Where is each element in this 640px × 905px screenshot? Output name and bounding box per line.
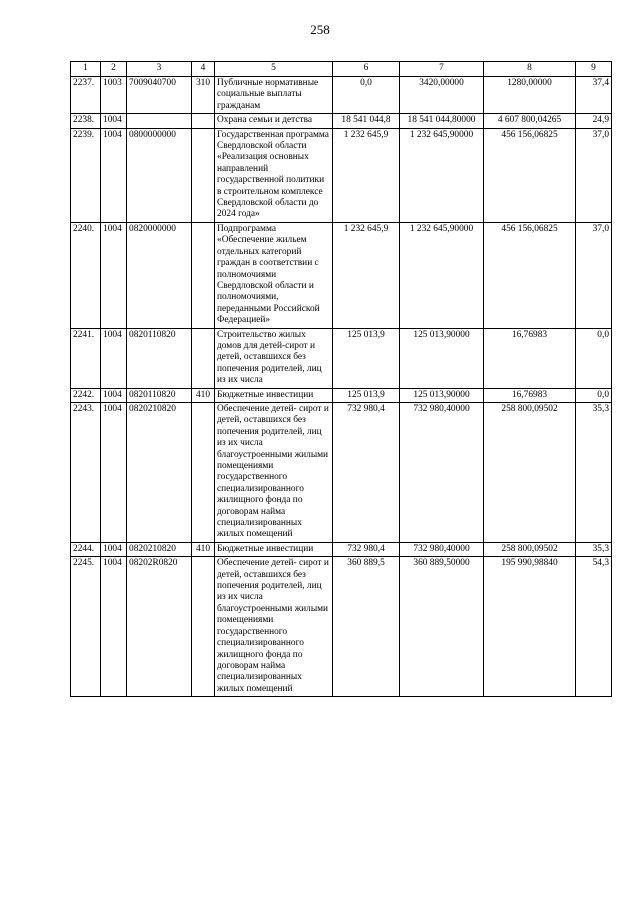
budget-table <box>70 61 612 697</box>
approved-amount: 1 232 645,90000 <box>400 222 484 328</box>
execution-percent: 37,0 <box>576 128 612 222</box>
target-code: 7009040700 <box>127 77 192 114</box>
row-number: 2238. <box>71 114 101 128</box>
executed-amount: 16,76983 <box>484 328 576 388</box>
execution-percent: 35,3 <box>576 402 612 542</box>
type-code: 310 <box>192 77 215 114</box>
target-code: 0820110820 <box>127 328 192 388</box>
section-code: 1004 <box>101 114 127 128</box>
approved-amount: 18 541 044,80000 <box>400 114 484 128</box>
item-name: Обеспечение детей- сирот и детей, оставшихся без попечения родителей, лиц из их числа благоустроенными жилыми помещениями государственного специализированного жилищного фонда по договорам найма специализированных жилых помещений <box>215 402 333 542</box>
page-number: 258 <box>310 22 330 37</box>
target-code: 0820110820 <box>127 388 192 402</box>
type-code: 410 <box>192 388 215 402</box>
approved-amount: 1 232 645,90000 <box>400 128 484 222</box>
column-header: 6 <box>333 62 400 77</box>
column-header: 9 <box>576 62 612 77</box>
section-code: 1004 <box>101 222 127 328</box>
target-code: 08202R0820 <box>127 557 192 697</box>
planned-amount: 732 980,4 <box>333 542 400 556</box>
approved-amount: 3420,00000 <box>400 77 484 114</box>
column-header: 4 <box>192 62 215 77</box>
table-row <box>71 114 612 128</box>
approved-amount: 360 889,50000 <box>400 557 484 697</box>
approved-amount: 732 980,40000 <box>400 542 484 556</box>
row-number: 2240. <box>71 222 101 328</box>
executed-amount: 456 156,06825 <box>484 222 576 328</box>
target-code: 0820000000 <box>127 222 192 328</box>
column-header: 5 <box>215 62 333 77</box>
type-code <box>192 114 215 128</box>
planned-amount: 18 541 044,8 <box>333 114 400 128</box>
planned-amount: 125 013,9 <box>333 328 400 388</box>
executed-amount: 16,76983 <box>484 388 576 402</box>
executed-amount: 4 607 800,04265 <box>484 114 576 128</box>
approved-amount: 125 013,90000 <box>400 388 484 402</box>
item-name: Бюджетные инвестиции <box>215 388 333 402</box>
execution-percent: 37,4 <box>576 77 612 114</box>
executed-amount: 456 156,06825 <box>484 128 576 222</box>
row-number: 2237. <box>71 77 101 114</box>
table-row <box>71 77 612 114</box>
item-name: Обеспечение детей- сирот и детей, оставшихся без попечения родителей, лиц из их числа благоустроенными жилыми помещениями государственного специализированного жилищного фонда по договорам найма специализированных жилых помещений <box>215 557 333 697</box>
planned-amount: 1 232 645,9 <box>333 128 400 222</box>
section-code: 1004 <box>101 388 127 402</box>
executed-amount: 1280,00000 <box>484 77 576 114</box>
planned-amount: 0,0 <box>333 77 400 114</box>
execution-percent: 0,0 <box>576 328 612 388</box>
type-code <box>192 557 215 697</box>
approved-amount: 125 013,90000 <box>400 328 484 388</box>
execution-percent: 0,0 <box>576 388 612 402</box>
column-header: 3 <box>127 62 192 77</box>
section-code: 1003 <box>101 77 127 114</box>
table-row <box>71 128 612 222</box>
type-code <box>192 128 215 222</box>
execution-percent: 35,3 <box>576 542 612 556</box>
table-row <box>71 328 612 388</box>
item-name: Охрана семьи и детства <box>215 114 333 128</box>
item-name: Бюджетные инвестиции <box>215 542 333 556</box>
table-header-row <box>71 62 612 77</box>
executed-amount: 195 990,98840 <box>484 557 576 697</box>
type-code <box>192 222 215 328</box>
item-name: Публичные нормативные социальные выплаты гражданам <box>215 77 333 114</box>
execution-percent: 37,0 <box>576 222 612 328</box>
target-code: 0820210820 <box>127 542 192 556</box>
planned-amount: 360 889,5 <box>333 557 400 697</box>
section-code: 1004 <box>101 128 127 222</box>
section-code: 1004 <box>101 557 127 697</box>
section-code: 1004 <box>101 542 127 556</box>
table-row <box>71 557 612 697</box>
column-header: 2 <box>101 62 127 77</box>
section-code: 1004 <box>101 402 127 542</box>
row-number: 2243. <box>71 402 101 542</box>
row-number: 2245. <box>71 557 101 697</box>
table-row <box>71 542 612 556</box>
approved-amount: 732 980,40000 <box>400 402 484 542</box>
row-number: 2241. <box>71 328 101 388</box>
target-code: 0800000000 <box>127 128 192 222</box>
type-code <box>192 328 215 388</box>
execution-percent: 54,3 <box>576 557 612 697</box>
executed-amount: 258 800,09502 <box>484 402 576 542</box>
table-row <box>71 222 612 328</box>
execution-percent: 24,9 <box>576 114 612 128</box>
executed-amount: 258 800,09502 <box>484 542 576 556</box>
column-header: 1 <box>71 62 101 77</box>
column-header: 8 <box>484 62 576 77</box>
target-code: 0820210820 <box>127 402 192 542</box>
row-number: 2244. <box>71 542 101 556</box>
item-name: Государственная программа Свердловской области «Реализация основных направлений государственной политики в строительном комплексе Свердловской области до 2024 года» <box>215 128 333 222</box>
planned-amount: 1 232 645,9 <box>333 222 400 328</box>
item-name: Строительство жилых домов для детей-сирот и детей, оставшихся без попечения родителей, лиц из их числа <box>215 328 333 388</box>
section-code: 1004 <box>101 328 127 388</box>
row-number: 2239. <box>71 128 101 222</box>
column-header: 7 <box>400 62 484 77</box>
table-row <box>71 388 612 402</box>
planned-amount: 732 980,4 <box>333 402 400 542</box>
target-code <box>127 114 192 128</box>
type-code <box>192 402 215 542</box>
item-name: Подпрограмма «Обеспечение жильем отдельных категорий граждан в соответствии с полномочиями Свердловской области и полномочиями, переданными Российской Федерацией» <box>215 222 333 328</box>
planned-amount: 125 013,9 <box>333 388 400 402</box>
type-code: 410 <box>192 542 215 556</box>
table-row <box>71 402 612 542</box>
row-number: 2242. <box>71 388 101 402</box>
